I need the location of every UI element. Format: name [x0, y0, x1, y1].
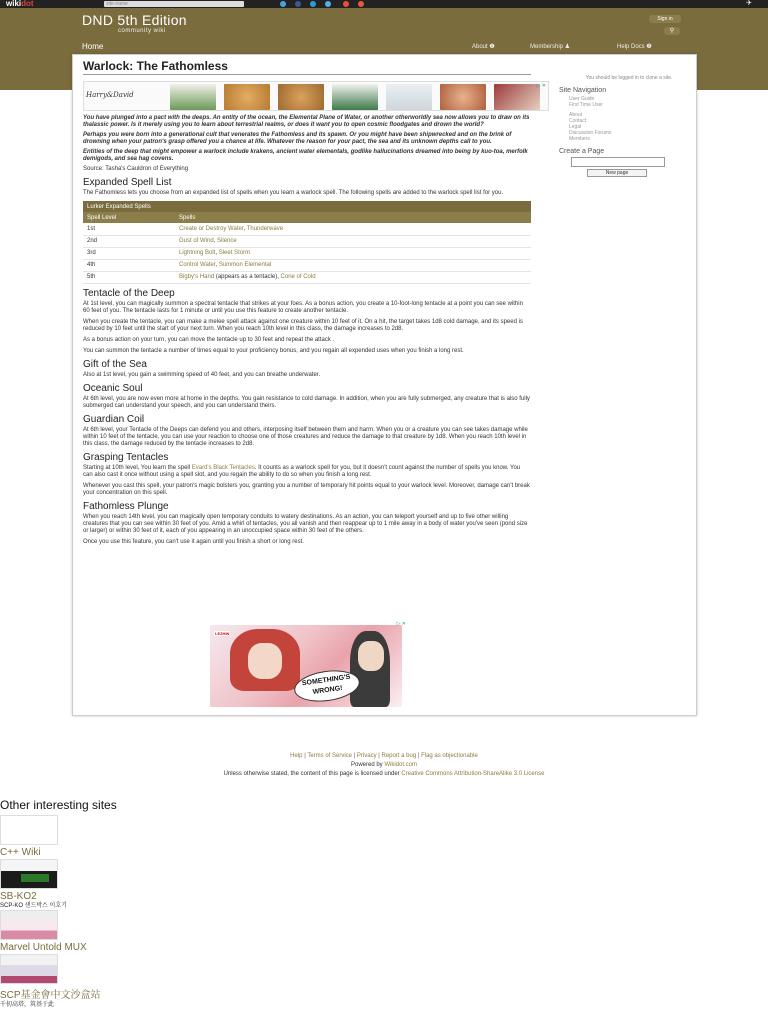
section-text: Once you use this feature, you can't use it again until you finish a short or long rest.	[83, 538, 304, 545]
section-heading-tentacle: Tentacle of the Deep	[83, 287, 175, 299]
section-text: At 6th level, your Tentacle of the Deeps can defend you and others, interposing itself between them and harm. When you or a creature you can see takes damage while within 10 feet of the tentacle, you can use your reaction to choose one of those creatures and reduce the damage to that creature by 1d8. When you reach 10th level in this class, the damage reduced by the tentacle increases to 2d8.	[83, 426, 528, 447]
wikidot-logo[interactable]: wikidot	[6, 0, 34, 8]
site-link[interactable]: SCP基金會中文沙盒站	[0, 990, 101, 1001]
footer-separator: |	[353, 753, 357, 759]
table-header-spells: Spells	[175, 212, 531, 223]
spell-link[interactable]: Bigby's Hand	[179, 274, 215, 280]
main-content	[83, 59, 546, 550]
site-search-field[interactable]: site-name	[104, 1, 244, 7]
spell-link[interactable]: Summon Elemental	[218, 262, 272, 268]
sidebar-link-legal[interactable]: Legal	[569, 124, 582, 130]
nav-membership[interactable]: Membership ♟	[530, 44, 571, 50]
wikidot-link[interactable]: Wikidot.com	[384, 762, 418, 768]
section-text: Also at 1st level, you gain a swimming speed of 40 feet, and you can breathe underwater.	[83, 371, 321, 378]
content-container	[72, 54, 697, 716]
table-caption: Lurker Expanded Spells	[83, 201, 531, 212]
ad-product-image[interactable]	[224, 84, 270, 110]
footer-separator: |	[417, 753, 422, 759]
search-icon[interactable]: ⚲	[664, 27, 680, 35]
nav-about[interactable]: About ❶	[472, 44, 495, 50]
table-row	[83, 259, 531, 271]
license-link[interactable]: Creative Commons Attribution-ShareAlike 3.0 License	[401, 771, 545, 777]
sidebar-link-first-time-user[interactable]: First Time User	[569, 102, 603, 108]
ad-product-image[interactable]	[278, 84, 324, 110]
sidebar-link-user-guide[interactable]: User Guide	[569, 96, 595, 102]
site-link[interactable]: C++ Wiki	[0, 847, 41, 858]
sidebar	[559, 75, 689, 177]
ad-close-icon[interactable]: ▷ ✕	[396, 621, 406, 627]
spell-level-cell: 3rd	[83, 247, 175, 259]
spells-cell	[175, 247, 531, 259]
other-sites-title: Other interesting sites	[0, 798, 117, 812]
wikidot-bar	[0, 0, 768, 8]
site-thumbnail[interactable]	[0, 910, 58, 940]
top-advertisement[interactable]	[83, 81, 549, 111]
sidebar-link-members[interactable]: Members	[569, 136, 590, 142]
site-thumbnail[interactable]	[0, 815, 58, 845]
section-text: You can summon the tentacle a number of times equal to your proficiency bonus, and you regain all expended uses when you finish a long rest.	[83, 347, 464, 354]
site-link[interactable]: SB-KO2	[0, 891, 37, 902]
footer-separator: |	[304, 753, 308, 759]
powered-by	[0, 761, 768, 770]
ad-product-image[interactable]	[170, 84, 216, 110]
site-thumbnail[interactable]	[0, 859, 58, 889]
footer-link-terms[interactable]: Terms of Service	[307, 753, 352, 759]
spell-table	[83, 201, 531, 284]
spell-level-cell: 5th	[83, 271, 175, 283]
section-heading-guardian: Guardian Coil	[83, 413, 145, 425]
ad-product-image[interactable]	[386, 84, 432, 110]
new-page-button[interactable]: New page	[587, 169, 647, 177]
sidebar-link-about[interactable]: About	[569, 112, 583, 118]
nav-home[interactable]: Home	[82, 42, 104, 51]
sidebar-heading-create: Create a Page	[559, 148, 605, 155]
reddit-icon[interactable]	[343, 1, 349, 7]
ad-speech-bubble: SOMETHING'S WRONG!	[292, 667, 362, 706]
ad-brand-logo[interactable]: Harry&David	[86, 91, 134, 99]
top-navigation	[82, 42, 682, 52]
section-heading-oceanic: Oceanic Soul	[83, 382, 143, 394]
section-text: The Fathomless lets you choose from an expanded list of spells when you learn a warlock spell. The following spells are added to the warlock spell list for you.	[83, 190, 504, 196]
nav-help-docs[interactable]: Help Docs ❷	[617, 44, 652, 50]
spell-link[interactable]: Cone of Cold	[280, 274, 316, 280]
site-description: 千仞高塔，筑基于此	[0, 1002, 55, 1008]
section-heading-gift: Gift of the Sea	[83, 358, 147, 370]
spell-link[interactable]: Gust of Wind	[179, 238, 214, 244]
delicious-icon[interactable]	[310, 1, 316, 7]
spell-link[interactable]: Create or Destroy Water	[179, 225, 244, 232]
facebook-icon[interactable]	[295, 1, 301, 7]
powered-text: Powered by	[350, 762, 385, 768]
ad-brand-label: LEZHIN	[215, 631, 230, 636]
spell-link[interactable]: Lightning Bolt	[179, 250, 216, 256]
new-page-input[interactable]	[571, 157, 665, 167]
table-row	[83, 235, 531, 247]
section-heading-plunge: Fathomless Plunge	[83, 500, 169, 512]
sidebar-link-forums[interactable]: Discussion Forums	[569, 130, 612, 136]
ad-product-image[interactable]	[440, 84, 486, 110]
spell-separator: ,	[215, 250, 219, 256]
spells-cell	[175, 271, 531, 283]
footer-link-help[interactable]: Help	[290, 753, 303, 759]
ad-product-image[interactable]	[494, 84, 540, 110]
intro-paragraph: You have plunged into a pact with the deeps. An entity of the ocean, the Elemental Plane of Water, or another otherworldly sea now allows you to draw on its thalassic power. Is it merely using you to learn about terrestrial realms, or does it want you to open cosmic floodgates and drown the world?	[83, 115, 530, 128]
section-text: Whenever you cast this spell, your patron's magic bolsters you, granting you a number of temporary hit points equal to your warlock level. Moreover, damage can't break your concentration on this spell.	[83, 482, 530, 496]
table-row	[83, 247, 531, 259]
section-text: At 1st level, you can magically summon a spectral tentacle that strikes at your foes. As a bonus action, you create a 10-foot-long tentacle at a point you can see within 60 feet of you. The tentacle lasts for 1 minute or until you use this feature to create another tentacle.	[83, 300, 523, 314]
footer-separator: |	[378, 753, 382, 759]
footer-link-report[interactable]: Report a bug	[381, 753, 417, 759]
footer-link-privacy[interactable]: Privacy	[356, 753, 377, 759]
table-header-level: Spell Level	[83, 212, 175, 223]
spell-link[interactable]: Evard's Black Tentacles	[191, 464, 255, 471]
sign-in-button[interactable]: Sign in	[649, 15, 681, 23]
intro-paragraph: Entities of the deep that might empower a warlock include krakens, ancient water elementals, godlike hallucinations dreamed into being by kuo-toa, merfolk demigods, and sea hag covens.	[83, 149, 528, 162]
table-row	[83, 271, 531, 283]
sidebar-heading-navigation: Site Navigation	[559, 87, 607, 94]
text-span: . It counts as a warlock spell for you, but it doesn't count against the number of spells you know. You can also cast it once without using a spell slot, and you regain the ability to do so when you finish a long rest.	[83, 464, 521, 478]
spell-separator: ,	[213, 238, 218, 244]
login-note: You should be logged in to clone a site.	[585, 75, 673, 81]
license-text: Unless otherwise stated, the content of this page is licensed under	[223, 771, 402, 777]
bottom-advertisement[interactable]	[210, 621, 406, 707]
table-row	[83, 223, 531, 235]
section-text: At 6th level, you are now even more at home in the depths. You gain resistance to cold damage. In addition, when you are fully submerged, any creature that is also fully submerged can understand your speech, and you can understand theirs.	[83, 395, 530, 409]
sidebar-link-contact[interactable]: Contact	[569, 118, 587, 124]
spell-level-cell: 1st	[83, 223, 175, 235]
stumble-icon[interactable]	[358, 1, 364, 7]
spell-level-cell: 4th	[83, 259, 175, 271]
site-domain-label: .wikidot.com	[190, 1, 218, 7]
ad-figure-face	[358, 641, 384, 671]
share-icon[interactable]	[280, 1, 286, 7]
ad-comic-image[interactable]	[210, 625, 402, 707]
section-text: As a bonus action on your turn, you can move the tentacle up to 30 feet and repeat the attack .	[83, 336, 335, 343]
spells-cell	[175, 235, 531, 247]
site-thumbnail[interactable]	[0, 954, 58, 984]
page-title: Warlock: The Fathomless	[83, 59, 531, 75]
ad-product-image[interactable]	[332, 84, 378, 110]
spell-link[interactable]: Thunderwave	[246, 225, 284, 232]
text-span: Starting at 10th level, You learn the spell	[83, 464, 192, 471]
section-text	[83, 465, 531, 479]
spell-level-cell: 2nd	[83, 235, 175, 247]
spell-separator: (appears as a tentacle),	[214, 274, 281, 280]
footer-link-flag[interactable]: Flag as objectionable	[421, 753, 478, 759]
spell-separator: ,	[215, 262, 219, 268]
site-title[interactable]: DND 5th Edition	[82, 12, 187, 28]
license-line	[0, 770, 768, 779]
section-text: When you create the tentacle, you can make a melee spell attack against one creature within 10 feet of it. On a hit, the target takes 1d8 cold damage, and its speed is reduced by 10 feet until the start of your next turn. When you reach 10th level in this class, the damage increases to 2d8.	[83, 318, 523, 332]
spell-link[interactable]: Silence	[217, 238, 237, 244]
footer	[0, 752, 768, 779]
digg-icon[interactable]	[325, 1, 331, 7]
site-description: SCP-KO 샌드박스 이호기	[0, 903, 67, 909]
spells-cell	[175, 223, 531, 235]
spell-link[interactable]: Control Water	[179, 262, 216, 268]
spells-cell	[175, 259, 531, 271]
site-link[interactable]: Marvel Untold MUX	[0, 942, 87, 953]
section-heading-grasping: Grasping Tentacles	[83, 451, 169, 463]
section-text: When you reach 14th level, you can magically open temporary conduits to watery destinations. As an action, you can teleport yourself and up to five other willing creatures that you can see within 30 feet of you. Amid a whirl of tentacles, you all vanish and then reappear up to 1 mile away in a body of water you've seen (pond size or larger) or within 30 feet of it, each of you appearing in an unoccupied space within 30 feet of the others.	[83, 513, 528, 534]
spell-link[interactable]: Sleet Storm	[218, 250, 251, 256]
ad-figure-face	[248, 643, 282, 679]
section-heading-expanded-spells: Expanded Spell List	[83, 177, 172, 188]
site-subtitle: community wiki	[118, 28, 166, 34]
plane-icon[interactable]: ✈	[746, 0, 752, 7]
intro-paragraph: Perhaps you were born into a generational cult that venerates the Fathomless and its spawn. Or you might have been shipwrecked and on the brink of drowning when your patron's grasp offered you a chance at life. Whatever the reason for your pact, the sea and its unknown depths call to you.	[83, 132, 512, 145]
source-line: Source: Tasha's Cauldron of Everything	[83, 166, 189, 172]
ad-close-icon[interactable]: ▷ ✕	[536, 83, 546, 89]
other-sites	[0, 798, 300, 1009]
spell-separator: ,	[243, 225, 247, 232]
footer-links	[0, 752, 768, 761]
